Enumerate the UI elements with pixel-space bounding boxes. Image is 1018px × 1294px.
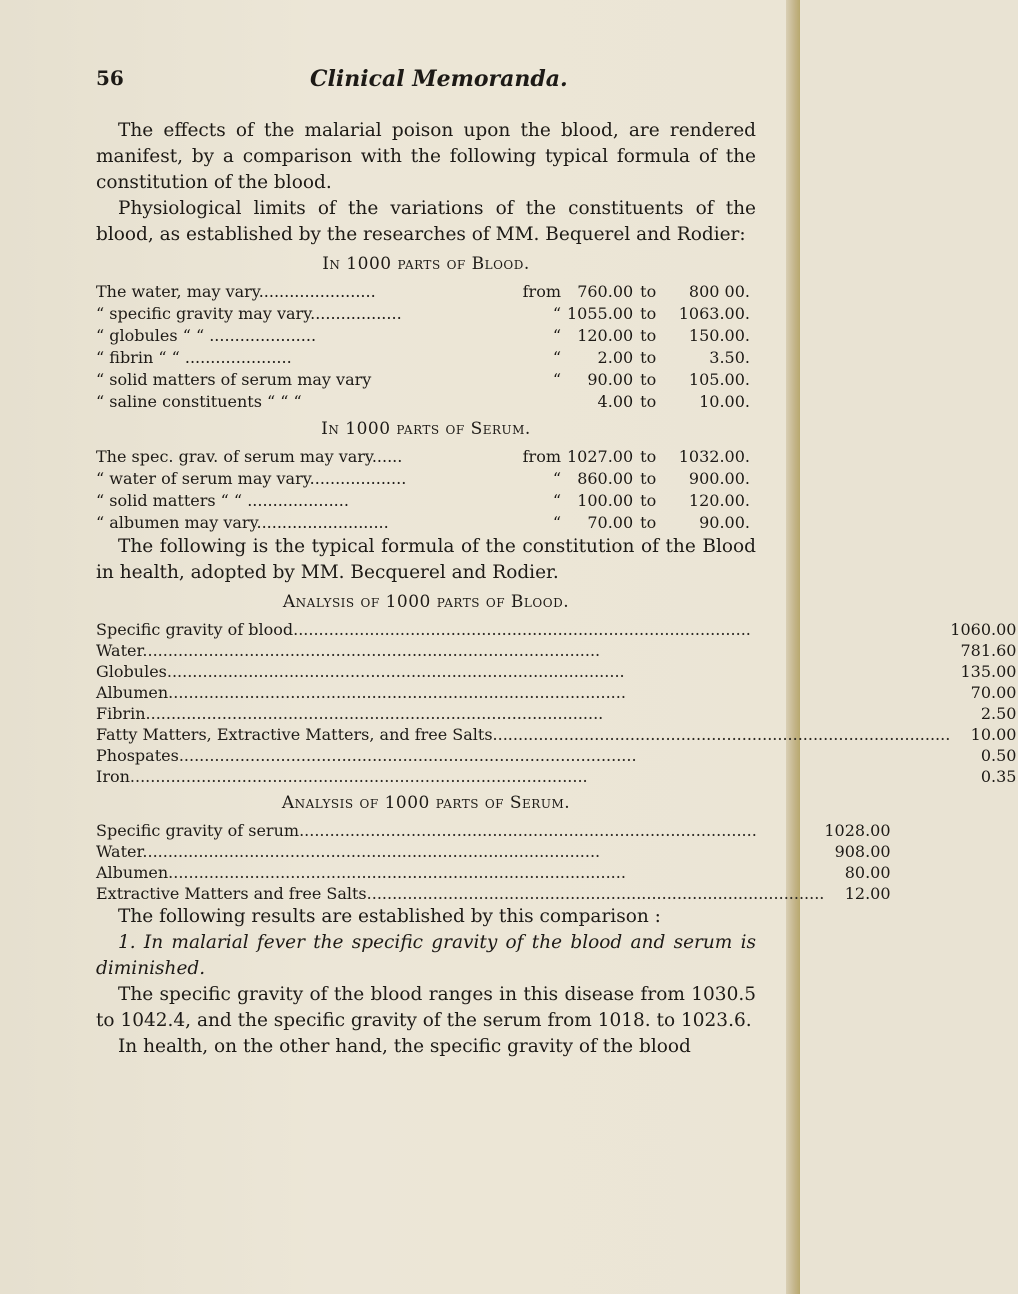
limit-row [96,512,756,534]
analysis-value: 0.35 [980,767,1017,786]
limit-min: 100.00 [577,491,634,510]
limit-max: 90.00. [699,513,750,532]
leader-dots: .......................................................................................... [145,704,604,723]
page-number: 56 [96,66,124,90]
limit-min: 90.00 [587,370,634,389]
analysis-label-text: Iron [96,767,130,786]
limit-row [96,468,756,490]
analysis-label-text: Fatty Matters, Extractive Matters, and free Salts [96,725,493,744]
limit-label: The spec. grav. of serum may vary...... [96,447,403,466]
analysis-label-text: Albumen [96,863,169,882]
analysis-label [96,820,824,841]
analysis-label-text: Water [96,641,143,660]
analysis-value: 12.00 [844,884,891,903]
analysis-row [96,619,1018,640]
page-body [96,118,1017,1060]
leader-dots: .......................................................................................... [299,821,757,840]
limit-to: to [640,491,657,510]
limit-from: “ [552,304,561,323]
leader-dots: .......................................................................................... [129,767,588,786]
analysis-blood-table [96,619,1018,787]
limit-label: The water, may vary....................... [96,282,376,301]
limit-row [96,281,756,303]
limit-from: “ [552,348,561,367]
analysis-value: 781.60 [960,641,1017,660]
analysis-label-text: Specific gravity of serum [96,821,300,840]
analysis-label-text: Albumen [96,683,169,702]
analysis-label-text: Globules [96,662,167,681]
limit-label: “ specific gravity may vary.................. [96,304,402,323]
leader-dots: .......................................................................................... [492,725,951,744]
limit-to: to [640,392,657,411]
leader-dots: .......................................................................................... [142,842,601,861]
result-1-text: 1. In malarial fever the specific gravity of the blood and serum is diminished. [96,932,756,979]
analysis-label [96,841,824,862]
leader-dots: .......................................................................................... [168,683,626,702]
limit-min: 860.00 [577,469,634,488]
limit-row [96,347,756,369]
leader-dots: .......................................................................................... [168,863,626,882]
limit-row [96,446,756,468]
limit-to: to [640,282,657,301]
analysis-value: 10.00 [970,725,1017,744]
analysis-label-text: Water [96,842,143,861]
results-intro: The following results are established by this comparison : [118,906,661,927]
limit-row [96,490,756,512]
limit-min: 2.00 [597,348,634,367]
limit-min: 1027.00 [567,447,634,466]
intro-paragraph: The effects of the malarial poison upon the blood, are rendered manifest, by a comparison with the following typical formula of the constitution of the blood. [96,120,756,193]
limit-max: 800 00. [688,282,750,301]
limit-max: 1063.00. [678,304,750,323]
leader-dots: .......................................................................................... [293,620,751,639]
limit-max: 900.00. [688,469,750,488]
analysis-value: 135.00 [960,662,1017,681]
analysis-label [96,862,824,883]
serum-limits-table [96,446,756,534]
limit-max: 1032.00. [678,447,750,466]
analysis-label [96,883,824,904]
limit-label: “ globules “ “ ..................... [96,326,317,345]
limit-min: 760.00 [577,282,634,301]
analysis-row [96,682,1018,703]
analysis-value: 1028.00 [824,821,891,840]
limit-label: “ water of serum may vary................... [96,469,407,488]
limit-max: 120.00. [688,491,750,510]
physiological-paragraph: Physiological limits of the variations of the constituents of the blood, as established by the researches of MM. Bequerel and Rodier: [96,198,756,245]
limit-from: from [522,282,561,301]
limit-label: “ saline constituents “ “ “ [96,392,302,411]
limit-to: to [640,326,657,345]
leader-dots: .......................................................................................... [166,662,625,681]
analysis-row [96,820,893,841]
analysis-label [96,682,950,703]
analysis-row [96,766,1018,787]
limit-to: to [640,513,657,532]
leader-dots: .......................................................................................... [366,884,825,903]
limit-max: 150.00. [688,326,750,345]
limit-min: 1055.00 [567,304,634,323]
limit-to: to [640,304,657,323]
analysis-label-text: Fibrin [96,704,146,723]
analysis-row [96,862,893,883]
analysis-value: 0.50 [980,746,1017,765]
running-title: Clinical Memoranda. [310,66,568,92]
limit-from [506,391,567,413]
limit-from: “ [552,326,561,345]
limit-to: to [640,348,657,367]
limit-label: “ solid matters “ “ .................... [96,491,349,510]
limit-from: “ [552,469,561,488]
heading-analysis-serum: Analysis of 1000 parts of Serum. [281,793,571,813]
typical-paragraph: The following is the typical formula of the constitution of the Blood in health, adopted by MM. Becquerel and Rodier. [96,536,756,583]
analysis-label [96,766,950,787]
limit-max: 3.50. [709,348,750,367]
limit-max: 10.00. [699,392,750,411]
analysis-label [96,619,950,640]
limit-min: 4.00 [597,392,634,411]
limit-label: “ solid matters of serum may vary [96,370,372,389]
analysis-row [96,841,893,862]
analysis-value: 80.00 [844,863,891,882]
analysis-row [96,745,1018,766]
limit-min: 120.00 [577,326,634,345]
limit-from: “ [552,513,561,532]
analysis-label [96,724,950,745]
analysis-value: 1060.00 [950,620,1017,639]
analysis-serum-table [96,820,893,904]
limit-to: to [640,469,657,488]
limit-row [96,369,756,391]
analysis-row [96,724,1018,745]
blood-limits-table [96,281,756,413]
limit-max: 105.00. [688,370,750,389]
limit-to: to [640,447,657,466]
analysis-label [96,640,950,661]
leader-dots: .......................................................................................... [178,746,637,765]
limit-row [96,391,756,413]
heading-analysis-blood: Analysis of 1000 parts of Blood. [282,592,570,612]
analysis-label [96,661,950,682]
limit-label: “ fibrin “ “ ..................... [96,348,292,367]
analysis-row [96,883,893,904]
analysis-value: 2.50 [980,704,1017,723]
analysis-value: 908.00 [834,842,891,861]
analysis-row [96,640,1018,661]
analysis-label [96,745,950,766]
analysis-label-text: Phospates [96,746,179,765]
health-paragraph: In health, on the other hand, the specific gravity of the blood [118,1036,691,1057]
result-1 [96,930,756,982]
limit-label: “ albumen may vary.......................... [96,513,389,532]
heading-blood-parts: In 1000 parts of Blood. [322,254,530,274]
analysis-value: 70.00 [970,683,1017,702]
limit-to: to [640,370,657,389]
limit-row [96,325,756,347]
analysis-label [96,703,950,724]
heading-serum-parts: In 1000 parts of Serum. [321,419,531,439]
analysis-row [96,661,1018,682]
analysis-label-text: Extractive Matters and free Salts [96,884,367,903]
limit-min: 70.00 [587,513,634,532]
limit-row [96,303,756,325]
analysis-row [96,703,1018,724]
limit-from: “ [552,370,561,389]
limit-from: “ [552,491,561,510]
leader-dots: .......................................................................................... [142,641,601,660]
ranges-paragraph: The specific gravity of the blood ranges in this disease from 1030.5 to 1042.4, and the specific gravity of the serum from 1018. to 1023.6. [96,984,756,1031]
limit-from: from [522,447,561,466]
page-header [96,66,746,96]
analysis-label-text: Specific gravity of blood [96,620,294,639]
